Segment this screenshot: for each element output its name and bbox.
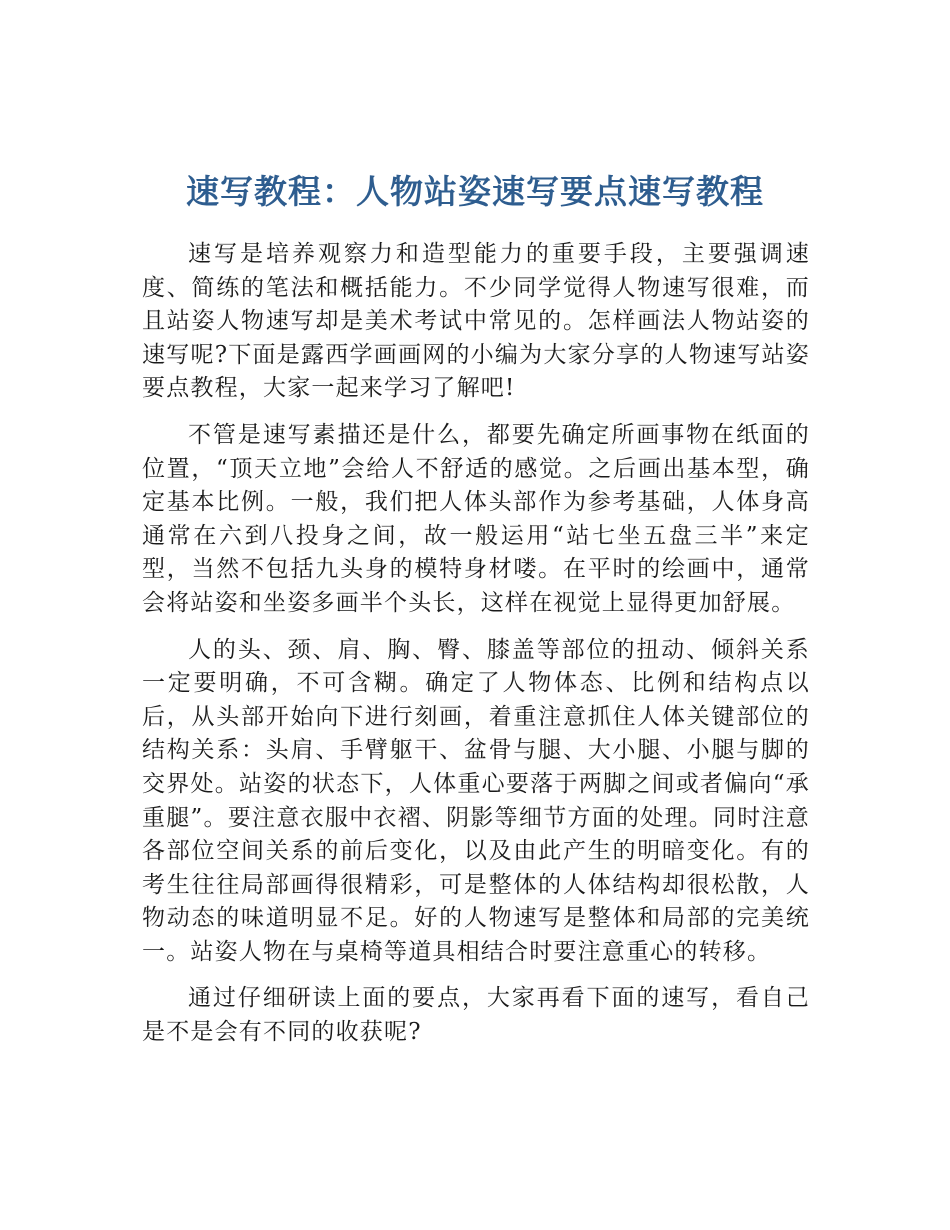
paragraph-intro: 速写是培养观察力和造型能力的重要手段，主要强调速度、简练的笔法和概括能力。不少同学觉得人物速写很难，而且站姿人物速写却是美术考试中常见的。怎样画法人物站姿的速写呢?下面是露西学画画网的小编为大家分享的人物速写站姿要点教程，大家一起来学习了解吧! [142, 241, 810, 402]
paragraph-closing: 通过仔细研读上面的要点，大家再看下面的速写，看自己是不是会有不同的收获呢? [142, 985, 810, 1046]
document-body [142, 238, 810, 1063]
paragraph-structure: 人的头、颈、肩、胸、臀、膝盖等部位的扭动、倾斜关系一定要明确，不可含糊。确定了人物体态、比例和结构点以后，从头部开始向下进行刻画，着重注意抓住人体关键部位的结构关系：头肩、手臂躯干、盆骨与腿、大小腿、小腿与脚的交界处。站姿的状态下，人体重心要落于两脚之间或者偏向“承重腿”。要注意衣服中衣褶、阴影等细节方面的处理。同时注意各部位空间关系的前后变化，以及由此产生的明暗变化。有的考生往往局部画得很精彩，可是整体的人体结构却很松散，人物动态的味道明显不足。好的人物速写是整体和局部的完美统一。站姿人物在与桌椅等道具相结合时要注意重心的转移。 [142, 636, 810, 965]
paragraph-proportion: 不管是速写素描还是什么，都要先确定所画事物在纸面的位置，“顶天立地”会给人不舒适的感觉。之后画出基本型，确定基本比例。一般，我们把人体头部作为参考基础，人体身高通常在六到八投身之间，故一般运用“站七坐五盘三半”来定型，当然不包括九头身的模特身材喽。在平时的绘画中，通常会将站姿和坐姿多画半个头长，这样在视觉上显得更加舒展。 [142, 421, 810, 616]
document-title: 速写教程：人物站姿速写要点速写教程 [186, 172, 764, 212]
